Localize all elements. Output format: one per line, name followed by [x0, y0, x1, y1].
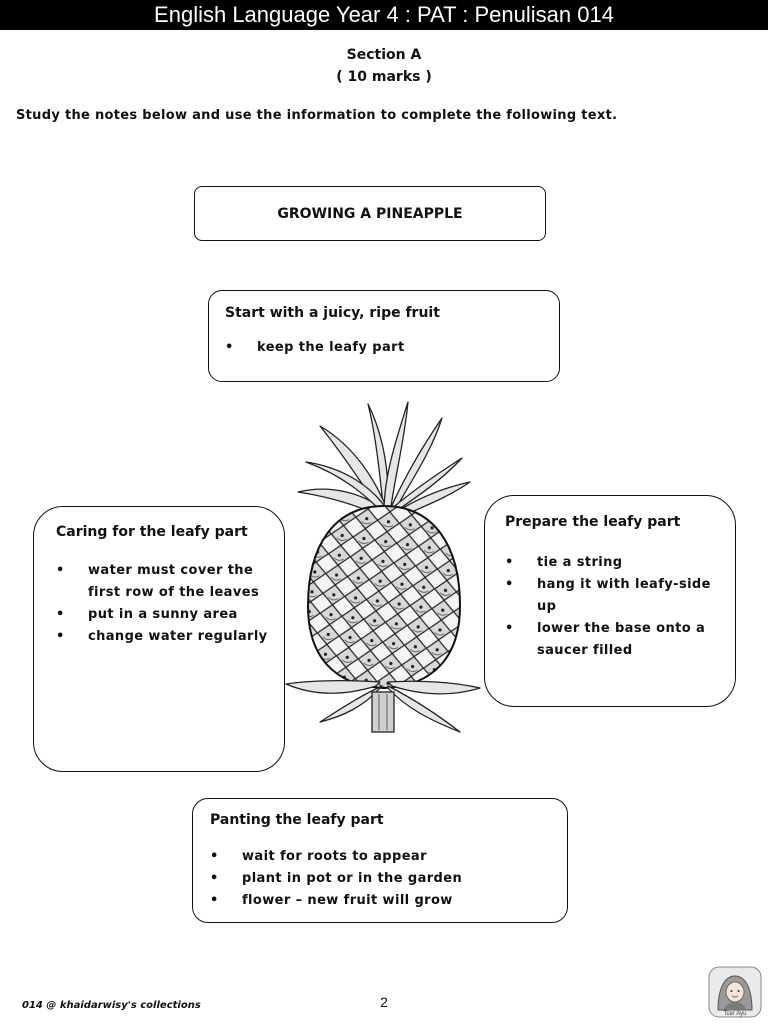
list-item: • change water regularly — [56, 626, 270, 648]
list-item: • keep the leafy part — [225, 337, 559, 359]
list-item: • hang it with leafy-side up — [505, 574, 721, 618]
avatar-label: Tcer Ayu — [723, 1011, 747, 1017]
start-box-list — [225, 337, 559, 359]
header-bar — [0, 0, 768, 30]
document-title: English Language Year 4 : PAT : Penulisan 014 — [154, 2, 614, 27]
caring-box — [33, 506, 285, 772]
teacher-avatar-icon — [708, 966, 762, 1018]
list-item: • water must cover the first row of the leaves — [56, 560, 270, 604]
list-item: • plant in pot or in the garden — [210, 868, 567, 890]
start-box-title: Start with a juicy, ripe fruit — [225, 305, 440, 321]
list-item: • flower – new fruit will grow — [210, 890, 567, 912]
caring-box-title: Caring for the leafy part — [56, 524, 248, 540]
planting-box-list — [210, 846, 567, 912]
pineapple-illustration — [284, 396, 484, 736]
prepare-box — [484, 495, 736, 707]
caring-box-list — [56, 560, 270, 648]
section-title: Section A — [346, 47, 422, 63]
footer-credit: 014 @ khaidarwisy's collections — [22, 1000, 201, 1011]
list-item: • put in a sunny area — [56, 604, 270, 626]
section-marks: ( 10 marks ) — [336, 69, 432, 85]
page-number: 2 — [380, 994, 388, 1010]
main-title-box — [194, 186, 546, 241]
list-item: • tie a string — [505, 552, 721, 574]
list-item: • wait for roots to appear — [210, 846, 567, 868]
main-title: GROWING A PINEAPPLE — [277, 205, 463, 222]
instruction-text: Study the notes below and use the information to complete the following text. — [16, 108, 618, 123]
start-box — [208, 290, 560, 382]
list-item: • lower the base onto a saucer filled — [505, 618, 721, 662]
prepare-box-title: Prepare the leafy part — [505, 514, 681, 530]
prepare-box-list — [505, 552, 721, 662]
planting-box-title: Panting the leafy part — [210, 812, 384, 828]
planting-box — [192, 798, 568, 923]
